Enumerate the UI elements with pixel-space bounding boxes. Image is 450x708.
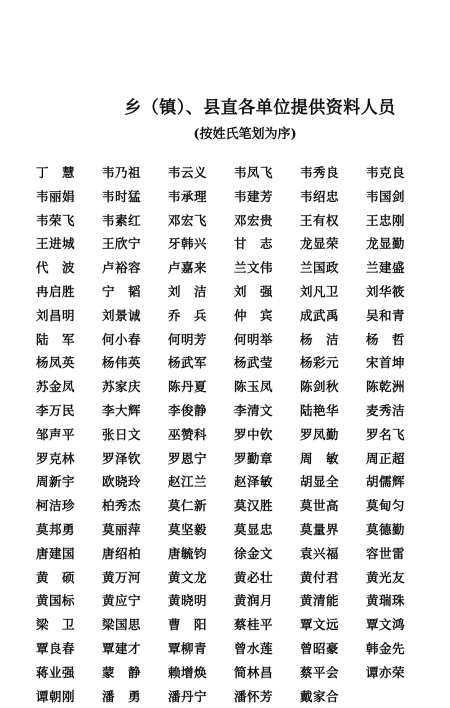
name-entry: 卢裕容 (102, 260, 142, 276)
name-entry: 麦秀洁 (366, 402, 406, 418)
name-entry: 潘怀芳 (234, 688, 274, 704)
name-entry: 胡儒辉 (366, 474, 406, 490)
name-entry: 李万民 (36, 402, 76, 418)
name-entry: 杨 哲 (366, 331, 406, 347)
name-entry: 杨武军 (168, 355, 208, 371)
name-entry: 唐建国 (36, 545, 76, 561)
name-entry: 王进城 (36, 236, 76, 252)
name-entry: 黄光友 (366, 569, 406, 585)
name-entry: 牙韩兴 (168, 236, 208, 252)
name-entry: 唐毓钧 (168, 545, 208, 561)
name-entry: 韦凤飞 (234, 165, 274, 180)
name-entry: 龙显勤 (366, 236, 406, 252)
name-entry: 韦承理 (168, 188, 208, 204)
name-entry: 韦素红 (102, 212, 142, 228)
name-entry: 韦绍忠 (300, 188, 340, 204)
name-entry: 杨凤英 (36, 355, 76, 371)
name-entry: 黄应宁 (102, 593, 142, 609)
name-entry: 甘 志 (234, 236, 274, 252)
name-entry: 柯洁珍 (36, 498, 76, 514)
name-entry: 罗名飞 (366, 426, 406, 442)
name-entry: 莫甸匀 (366, 498, 406, 514)
name-entry: 成武禹 (300, 307, 340, 323)
name-entry: 周 敏 (300, 450, 340, 466)
name-entry: 蒙 静 (102, 664, 142, 680)
name-entry: 韩金先 (366, 640, 406, 656)
name-entry: 罗恩宁 (168, 450, 208, 466)
name-entry: 莫显忠 (234, 521, 274, 537)
name-entry: 韦荣飞 (36, 212, 76, 228)
name-entry: 莫仁新 (168, 498, 208, 514)
name-entry: 陈乾洲 (366, 379, 406, 395)
name-entry: 王有权 (300, 212, 340, 228)
name-entry: 周正超 (366, 450, 406, 466)
name-entry: 戴家合 (300, 688, 340, 704)
name-entry: 覃建才 (102, 640, 142, 656)
name-entry: 潘丹宁 (168, 688, 208, 704)
name-entry: 乔 兵 (168, 307, 208, 323)
name-entry: 赵江兰 (168, 474, 208, 490)
name-entry: 杨伟英 (102, 355, 142, 371)
name-entry: 兰建盛 (366, 260, 406, 276)
name-entry: 吴和青 (366, 307, 406, 323)
name-entry: 陈玉凤 (234, 379, 274, 395)
name-entry: 黄付君 (300, 569, 340, 585)
name-entry: 黄清能 (300, 593, 340, 609)
name-entry: 黄晓明 (168, 593, 208, 609)
name-list (36, 161, 432, 708)
name-entry: 何明举 (234, 331, 274, 347)
name-entry: 欧晓玲 (102, 474, 142, 490)
name-entry: 巫赞科 (168, 426, 208, 442)
name-entry: 何小春 (102, 331, 142, 347)
name-entry: 杨彩元 (300, 355, 340, 371)
name-entry: 梁 卫 (36, 617, 76, 633)
name-entry: 兰国政 (300, 260, 340, 276)
name-entry: 梁国思 (102, 617, 142, 633)
name-entry: 邓宏贵 (234, 212, 274, 228)
name-entry: 冉启胜 (36, 283, 76, 299)
name-entry: 李大辉 (102, 402, 142, 418)
name-entry: 韦建芳 (234, 188, 274, 204)
name-entry: 罗克林 (36, 450, 76, 466)
name-entry: 罗中钦 (234, 426, 274, 442)
name-entry: 曹 阳 (168, 617, 208, 633)
name-entry: 韦克良 (366, 165, 406, 180)
name-entry: 黄必壮 (234, 569, 274, 585)
name-entry: 莫量界 (300, 521, 340, 537)
name-entry: 谭朝刚 (36, 688, 76, 704)
name-entry: 李清文 (234, 402, 274, 418)
name-entry: 刘 强 (234, 283, 274, 299)
name-entry: 刘景诚 (102, 307, 142, 323)
name-entry: 宁 韬 (102, 283, 142, 299)
name-entry: 蒋业强 (36, 664, 76, 680)
name-entry: 莫汉胜 (234, 498, 274, 514)
name-entry: 陆 军 (36, 331, 76, 347)
name-entry: 罗勤章 (234, 450, 274, 466)
name-entry: 蔡平会 (300, 664, 340, 680)
name-entry: 陈剑秋 (300, 379, 340, 395)
name-entry: 韦秀良 (300, 165, 340, 180)
name-entry: 王欣宁 (102, 236, 142, 252)
name-entry: 黄瑞珠 (366, 593, 406, 609)
name-entry: 韦乃祖 (102, 165, 142, 180)
name-entry: 周新宇 (36, 474, 76, 490)
name-entry: 仲 宾 (234, 307, 274, 323)
name-entry: 袁兴福 (300, 545, 340, 561)
name-entry: 黄文龙 (168, 569, 208, 585)
name-entry: 宋首坤 (366, 355, 406, 371)
name-entry: 张日文 (102, 426, 142, 442)
name-entry: 韦时猛 (102, 188, 142, 204)
name-entry: 邓宏飞 (168, 212, 208, 228)
name-entry: 简林昌 (234, 664, 274, 680)
name-entry: 曾水莲 (234, 640, 274, 656)
name-entry: 覃文远 (300, 617, 340, 633)
name-entry: 刘凡卫 (300, 283, 340, 299)
name-entry: 柏秀杰 (102, 498, 142, 514)
name-entry: 代 波 (36, 260, 76, 276)
name-entry: 黄国标 (36, 593, 76, 609)
name-entry: 韦国剑 (366, 188, 406, 204)
name-entry: 苏家庆 (102, 379, 142, 395)
name-entry: 莫坚毅 (168, 521, 208, 537)
name-entry: 黄 硕 (36, 569, 76, 585)
document-subtitle: (按姓氏笔划为序) (193, 127, 297, 142)
name-entry: 刘 洁 (168, 283, 208, 299)
name-entry: 韦丽娟 (36, 188, 76, 204)
name-entry: 何明芳 (168, 331, 208, 347)
name-entry: 徐金文 (234, 545, 274, 561)
name-entry: 谭亦荣 (366, 664, 406, 680)
name-entry: 曾昭豪 (300, 640, 340, 656)
name-entry: 莫德勤 (366, 521, 406, 537)
name-entry: 覃良春 (36, 640, 76, 656)
name-entry: 容世雷 (366, 545, 406, 561)
name-entry: 刘华筱 (366, 283, 406, 299)
name-entry: 潘 勇 (102, 688, 142, 704)
name-entry: 唐绍柏 (102, 545, 142, 561)
name-entry: 陆艳华 (300, 402, 340, 418)
name-entry: 罗泽钦 (102, 450, 142, 466)
name-entry: 黄润月 (234, 593, 274, 609)
name-entry: 卢嘉来 (168, 260, 208, 276)
document-title: 乡（镇）、县直各单位提供资料人员 (124, 98, 396, 118)
name-entry: 刘昌明 (36, 307, 76, 323)
name-entry: 兰文伟 (234, 260, 274, 276)
name-entry: 罗凤勤 (300, 426, 340, 442)
name-entry: 蔡桂平 (234, 617, 274, 633)
name-entry: 王忠刚 (366, 212, 406, 228)
name-entry: 胡显全 (300, 474, 340, 490)
name-entry: 丁 慧 (36, 165, 76, 180)
name-entry: 莫世高 (300, 498, 340, 514)
name-entry: 莫邦勇 (36, 521, 76, 537)
name-entry: 苏金凤 (36, 379, 76, 395)
name-entry: 赖增焕 (168, 664, 208, 680)
name-entry: 覃文鸿 (366, 617, 406, 633)
name-entry: 韦云义 (168, 165, 208, 180)
name-entry: 赵泽敏 (234, 474, 274, 490)
name-entry: 杨 洁 (300, 331, 340, 347)
name-entry: 陈丹夏 (168, 379, 208, 395)
name-entry: 覃柳青 (168, 640, 208, 656)
name-entry: 杨武莹 (234, 355, 274, 371)
name-entry: 龙显荣 (300, 236, 340, 252)
name-entry: 莫丽萍 (102, 521, 142, 537)
name-entry: 邹声平 (36, 426, 76, 442)
name-entry: 黄万河 (102, 569, 142, 585)
name-entry: 李俊静 (168, 402, 208, 418)
